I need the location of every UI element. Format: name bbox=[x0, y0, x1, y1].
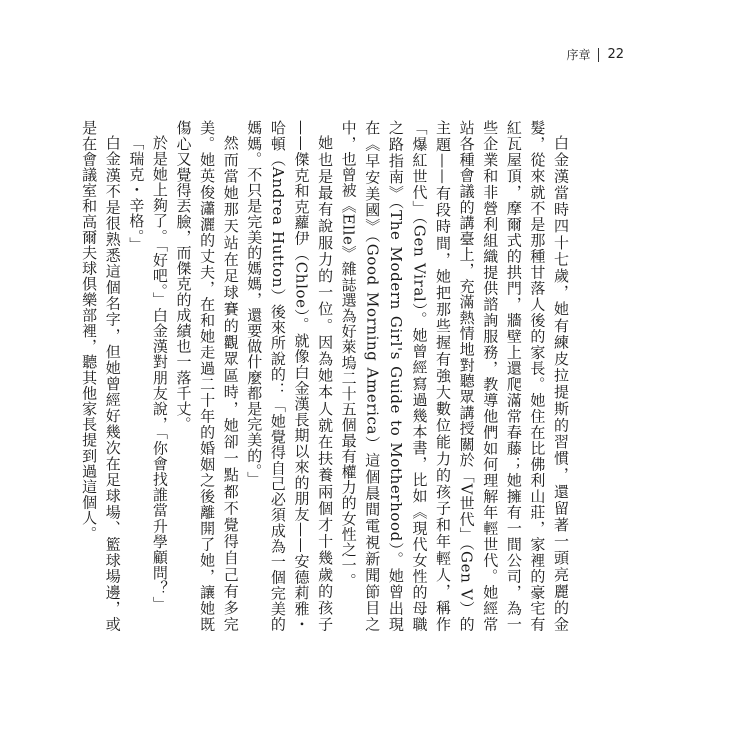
paragraph: 「瑞克・辛格。」 bbox=[127, 135, 146, 253]
body-text bbox=[80, 120, 572, 632]
chapter-title: 序章 bbox=[566, 48, 591, 62]
paragraph: 然而當她那天站在足球賽的觀眾區時，她卻一點都不覺得自己有多完美。她英俊瀟灑的丈夫，在和她走過二十年的婚姻之後離開了她，讓她既傷心又覺得丟臉，而傑克的成績也一落千丈。 bbox=[174, 120, 240, 632]
paragraph: 她也是最有說服力的一位。因為她本人就在扶養兩個才十幾歲的孩子——傑克和克蘿伊（Chloe）。就像白金漢長期以來的朋友——安德莉雅・哈頓（Andrea Hutton）後來所說的：「她覺得自己必須成為一個完美的媽媽。不只是完美的媽媽，還要做什麼都是完美的。」 bbox=[245, 120, 335, 632]
page-number: 22 bbox=[607, 47, 624, 62]
paragraph: 於是她上夠了。「好吧。」白金漢對朋友說，「你會找誰當升學顧問？」 bbox=[150, 135, 169, 612]
paragraph: 白金漢當時四十七歲，她有練皮拉提斯的習慣，還留著一頭亮麗的金髮，從來就不是那種甘落人後的家長。她住在比佛利山莊，家裡的豪宅有紅瓦屋頂，摩爾式的拱門，牆壁上還爬滿常春藤；她擁有一間公司，為一些企業和非營利組織提供諮詢服務，教導他們如何理解年輕世代。她經常站各種會議的講臺上，充滿熱情地對聽眾講授關於「V世代」（Gen V）的主題——有段時間，她把那些握有強大數位能力的孩子和年輕人，稱作「爆紅世代」（Gen Viral）。她曾經寫過幾本書，比如《現代女性的母職之路指南》（The Modern Girl's Guide to Motherhood）。她曾出現在《早安美國》（Good Morning America）這個晨間電視新聞節目之中，也曾被《Elle》雜誌選為好萊塢二十五個最有權力的女性之一。 bbox=[339, 120, 570, 632]
paragraph: 白金漢不是很熟悉這個名字，但她曾經好幾次在足球場、籃球場邊，或是在會議室和高爾夫球俱樂部裡，聽其他家長提到過這個人。 bbox=[80, 120, 122, 632]
header-divider bbox=[598, 48, 599, 62]
running-header bbox=[566, 46, 624, 63]
